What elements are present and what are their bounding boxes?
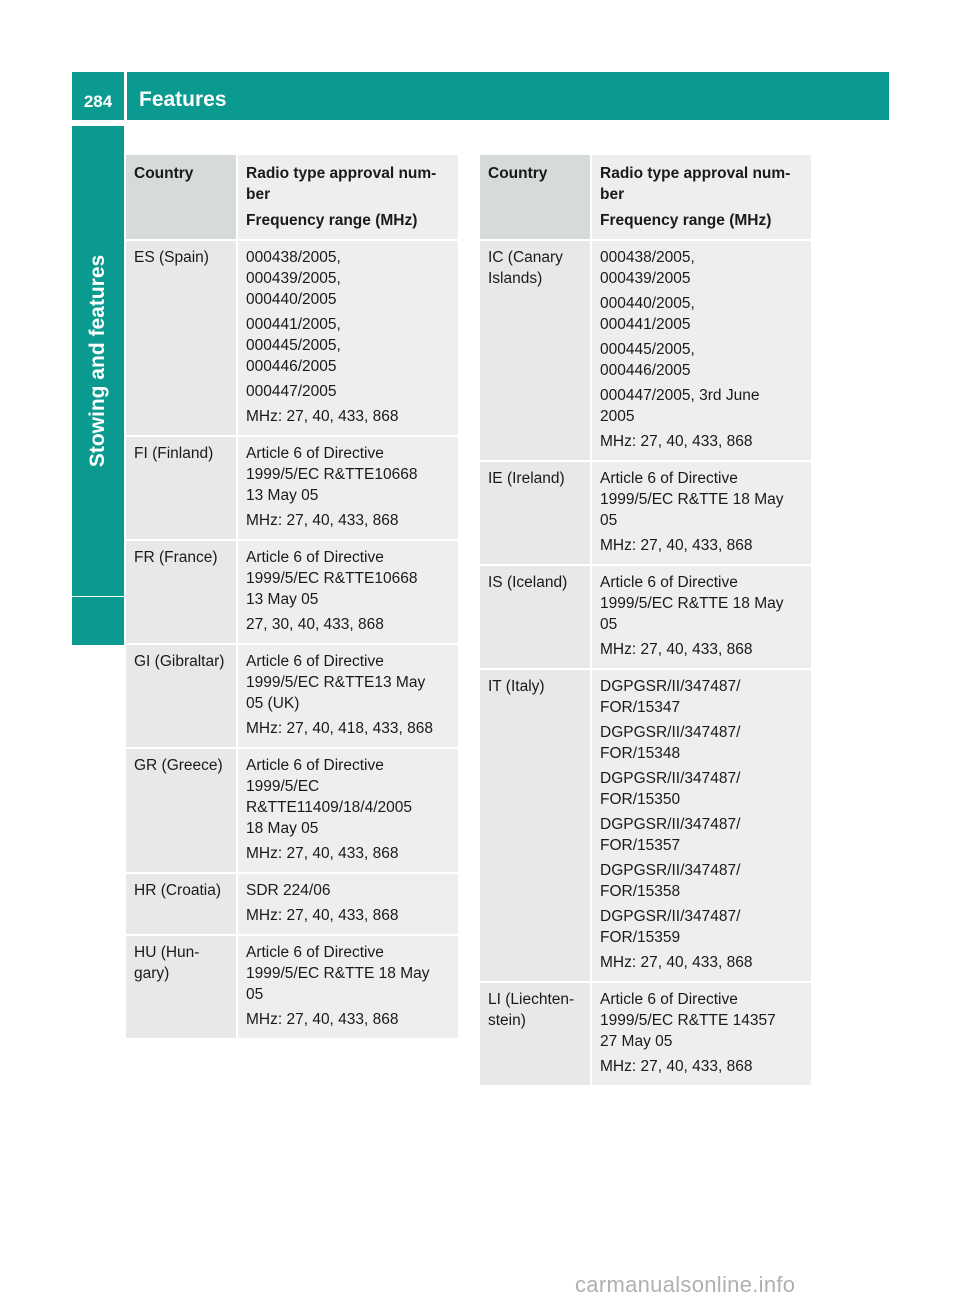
approval-cell <box>592 983 811 1087</box>
country-column-header: Country <box>480 155 592 241</box>
approval-cell <box>238 541 458 645</box>
country-cell: HU (Hun- gary) <box>126 936 238 1040</box>
approval-line: DGPGSR/II/347487/ FOR/15357 <box>600 816 741 854</box>
country-cell: IC (Canary Islands) <box>480 241 592 462</box>
approval-cell <box>238 437 458 541</box>
country-column-header: Country <box>126 155 238 241</box>
frequency-header-line: Frequency range (MHz) <box>600 212 772 229</box>
approval-line: MHz: 27, 40, 418, 433, 868 <box>246 720 433 737</box>
chapter-marker <box>72 597 124 645</box>
watermark: carmanualsonline.info <box>575 1272 796 1297</box>
approval-line: MHz: 27, 40, 433, 868 <box>600 1058 753 1075</box>
approval-line: 000440/2005, 000441/2005 <box>600 295 695 333</box>
table-row <box>126 874 458 936</box>
country-cell: GI (Gibraltar) <box>126 645 238 749</box>
country-cell: FI (Finland) <box>126 437 238 541</box>
approval-line: MHz: 27, 40, 433, 868 <box>246 907 399 924</box>
approval-line: 000447/2005 <box>246 383 337 400</box>
approval-line: 000445/2005, 000446/2005 <box>600 341 695 379</box>
approval-cell <box>238 936 458 1040</box>
approval-line: DGPGSR/II/347487/ FOR/15347 <box>600 678 741 716</box>
approval-line: Article 6 of Directive 1999/5/EC R&TTE 18 May 05 <box>246 944 430 1003</box>
chapter-tab <box>72 126 124 596</box>
table-row <box>126 541 458 645</box>
table-row <box>480 241 811 462</box>
country-cell: IT (Italy) <box>480 670 592 983</box>
approval-line: Article 6 of Directive 1999/5/EC R&TTE 14357 27 May 05 <box>600 991 776 1050</box>
approval-table-left <box>126 155 458 1040</box>
approval-line: 000438/2005, 000439/2005, 000440/2005 <box>246 249 341 308</box>
approval-line: Article 6 of Directive 1999/5/EC R&TTE 18 May 05 <box>600 470 784 529</box>
table-row <box>126 241 458 437</box>
country-cell: ES (Spain) <box>126 241 238 437</box>
approval-line: MHz: 27, 40, 433, 868 <box>246 1011 399 1028</box>
approval-line: Article 6 of Directive 1999/5/EC R&TTE10668 13 May 05 <box>246 445 418 504</box>
approval-header-line: Radio type approval num- ber <box>600 165 791 203</box>
approval-cell <box>238 749 458 874</box>
country-cell: FR (France) <box>126 541 238 645</box>
approval-line: DGPGSR/II/347487/ FOR/15358 <box>600 862 741 900</box>
approval-column-header <box>238 155 458 241</box>
table-row <box>126 645 458 749</box>
chapter-tab-label: Stowing and features <box>86 254 110 468</box>
table-header-row <box>480 155 811 241</box>
approval-line: MHz: 27, 40, 433, 868 <box>600 433 753 450</box>
table-row <box>480 670 811 983</box>
approval-cell <box>238 874 458 936</box>
approval-cell <box>238 241 458 437</box>
table-row <box>480 983 811 1087</box>
approval-table-right <box>480 155 811 1087</box>
approval-line: DGPGSR/II/347487/ FOR/15348 <box>600 724 741 762</box>
approval-cell <box>592 241 811 462</box>
country-cell: GR (Greece) <box>126 749 238 874</box>
country-cell: LI (Liechten- stein) <box>480 983 592 1087</box>
table-header-row <box>126 155 458 241</box>
country-cell: HR (Croatia) <box>126 874 238 936</box>
approval-line: DGPGSR/II/347487/ FOR/15350 <box>600 770 741 808</box>
country-cell: IS (Iceland) <box>480 566 592 670</box>
table-row <box>126 936 458 1040</box>
approval-line: Article 6 of Directive 1999/5/EC R&TTE13 May 05 (UK) <box>246 653 426 712</box>
approval-line: DGPGSR/II/347487/ FOR/15359 <box>600 908 741 946</box>
approval-line: 27, 30, 40, 433, 868 <box>246 616 384 633</box>
approval-line: MHz: 27, 40, 433, 868 <box>246 512 399 529</box>
table-row <box>480 462 811 566</box>
approval-line: 000438/2005, 000439/2005 <box>600 249 695 287</box>
approval-line: MHz: 27, 40, 433, 868 <box>600 537 753 554</box>
table-row <box>126 437 458 541</box>
country-cell: IE (Ireland) <box>480 462 592 566</box>
table-row <box>126 749 458 874</box>
frequency-header-line: Frequency range (MHz) <box>246 212 418 229</box>
approval-cell <box>592 566 811 670</box>
approval-cell <box>592 670 811 983</box>
table-row <box>480 566 811 670</box>
approval-cell <box>238 645 458 749</box>
approval-line: MHz: 27, 40, 433, 868 <box>246 408 399 425</box>
approval-header-line: Radio type approval num- ber <box>246 165 437 203</box>
approval-line: 000447/2005, 3rd June 2005 <box>600 387 760 425</box>
approval-line: MHz: 27, 40, 433, 868 <box>600 641 753 658</box>
approval-cell <box>592 462 811 566</box>
approval-line: SDR 224/06 <box>246 882 331 899</box>
approval-line: MHz: 27, 40, 433, 868 <box>600 954 753 971</box>
approval-line: Article 6 of Directive 1999/5/EC R&TTE10668 13 May 05 <box>246 549 418 608</box>
page-number: 284 <box>83 92 113 111</box>
page-header <box>72 72 889 120</box>
approval-line: Article 6 of Directive 1999/5/EC R&TTE 18 May 05 <box>600 574 784 633</box>
section-title: Features <box>139 88 227 111</box>
approval-column-header <box>592 155 811 241</box>
approval-line: 000441/2005, 000445/2005, 000446/2005 <box>246 316 341 375</box>
approval-line: MHz: 27, 40, 433, 868 <box>246 845 399 862</box>
approval-line: Article 6 of Directive 1999/5/EC R&TTE11409/18/4/2005 18 May 05 <box>246 757 413 837</box>
